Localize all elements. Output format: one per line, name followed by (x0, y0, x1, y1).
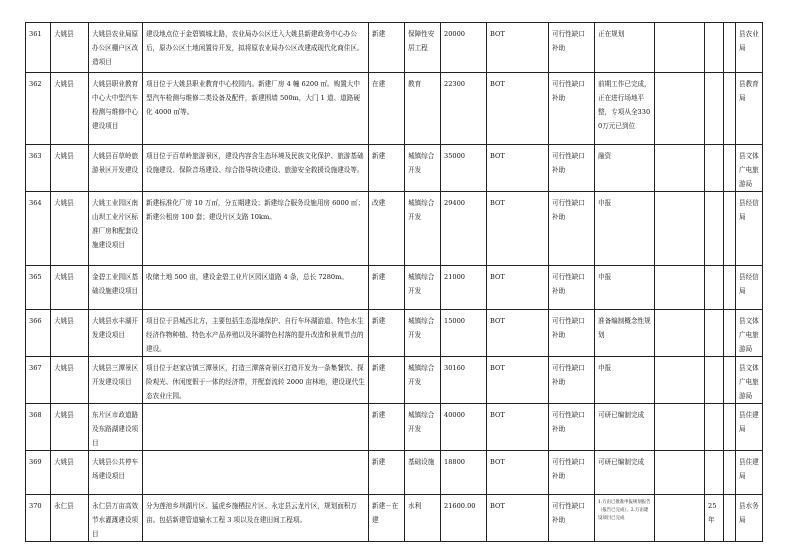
blank-cell (724, 73, 736, 145)
blank-cell (655, 266, 705, 310)
funding-mechanism-cell: 可行性缺口补助 (549, 357, 595, 404)
progress-cell: 正在规划 (595, 23, 655, 73)
table-row (26, 451, 763, 495)
county-cell: 大姚县 (51, 357, 89, 404)
county-cell: 大姚县 (51, 451, 89, 495)
funding-mechanism-cell: 可行性缺口补助 (549, 73, 595, 145)
operation-mode-cell: BOT (487, 357, 549, 404)
blank-cell (724, 310, 736, 357)
investment-cell: 40000 (441, 404, 487, 451)
construction-nature-cell: 新建 (369, 404, 405, 451)
project-name-cell: 大姚县水丰湖开发建设项目 (89, 310, 143, 357)
blank-cell (655, 192, 705, 266)
project-content-cell: 建设地点位于金碧镇城北路，农业局办公区迁入大姚县新建政务中心办公后，原办公区土地闲置待开发，拟将原农业局办公区改建成现代化商住区。 (143, 23, 369, 73)
county-cell: 大姚县 (51, 310, 89, 357)
project-type-cell: 城镇综合开发 (405, 404, 441, 451)
cooperation-period-cell (705, 73, 724, 145)
investment-cell: 15000 (441, 310, 487, 357)
progress-cell: 申报 (595, 192, 655, 266)
row-number-cell: 368 (26, 404, 51, 451)
project-name-cell: 大姚县农业局原办公区棚户区改造项目 (89, 23, 143, 73)
operation-mode-cell: BOT (487, 451, 549, 495)
investment-cell: 21000 (441, 266, 487, 310)
row-number-cell: 362 (26, 73, 51, 145)
table-row (26, 145, 763, 192)
blank-cell (655, 145, 705, 192)
county-cell: 大姚县 (51, 145, 89, 192)
construction-nature-cell: 改建 (369, 192, 405, 266)
project-name-cell: 大姚县三潭景区开发建设项目 (89, 357, 143, 404)
blank-cell (724, 145, 736, 192)
project-name-cell: 东片区市政道路及东路湖建设项目 (89, 404, 143, 451)
blank-cell (655, 310, 705, 357)
progress-cell: 1.万亩已批准申报规划报告（报告已完成），2.万亩建设项目已完成 (595, 495, 655, 542)
county-cell: 大姚县 (51, 404, 89, 451)
funding-mechanism-cell: 可行性缺口补助 (549, 310, 595, 357)
table-row (26, 357, 763, 404)
blank-cell (655, 495, 705, 542)
progress-cell: 可研已编制完成 (595, 451, 655, 495)
blank-cell (724, 357, 736, 404)
operation-mode-cell: BOT (487, 404, 549, 451)
progress-cell: 准备编制概念性规划 (595, 310, 655, 357)
project-content-cell: 分为莲池乡坝湖片区、猛虎乡施栖拉片区、永定县云龙片区，规划面积万亩。包括新建管道输水工程 3 项以及在建田间工程项。 (143, 495, 369, 542)
operation-mode-cell: BOT (487, 310, 549, 357)
operation-mode-cell: BOT (487, 145, 549, 192)
project-name-cell: 大姚县公共停车场建设项目 (89, 451, 143, 495)
department-cell: 县经信局 (736, 266, 763, 310)
row-number-cell: 361 (26, 23, 51, 73)
county-cell: 大姚县 (51, 73, 89, 145)
blank-cell (724, 266, 736, 310)
project-type-cell: 水利 (405, 495, 441, 542)
row-number-cell: 363 (26, 145, 51, 192)
investment-cell: 18800 (441, 451, 487, 495)
row-number-cell: 365 (26, 266, 51, 310)
table-row (26, 23, 763, 73)
blank-cell (655, 73, 705, 145)
department-cell: 县文体广电旅游局 (736, 357, 763, 404)
funding-mechanism-cell: 可行性缺口补助 (549, 266, 595, 310)
department-cell: 县住建局 (736, 451, 763, 495)
project-content-cell (143, 404, 369, 451)
county-cell: 大姚县 (51, 266, 89, 310)
project-name-cell: 永仁县万亩高效节水灌溉建设项目 (89, 495, 143, 542)
department-cell: 县住建局 (736, 404, 763, 451)
project-content-cell: 项目位于赵家店镇三潭景区，打造三潭落奇景区打造开发为一条集餐饮、探险观光、休闲度假于一体的经济带，并配套流转 2000 亩林地，建设现代生态农业庄园。 (143, 357, 369, 404)
funding-mechanism-cell: 可行性缺口补助 (549, 451, 595, 495)
project-type-cell: 城镇综合开发 (405, 357, 441, 404)
project-type-cell: 教育 (405, 73, 441, 145)
blank-cell (724, 192, 736, 266)
cooperation-period-cell: 25年 (705, 495, 724, 542)
construction-nature-cell: 在建 (369, 73, 405, 145)
county-cell: 永仁县 (51, 495, 89, 542)
investment-cell: 30160 (441, 357, 487, 404)
project-content-cell: 收储土地 500 亩，建设金碧工业片区园区道路 4 条，总长 7280m。 (143, 266, 369, 310)
cooperation-period-cell (705, 266, 724, 310)
progress-cell: 申报 (595, 357, 655, 404)
funding-mechanism-cell: 可行性缺口补助 (549, 192, 595, 266)
department-cell: 县农业局 (736, 23, 763, 73)
department-cell: 县文体广电旅游局 (736, 145, 763, 192)
table-body (26, 23, 763, 542)
funding-mechanism-cell: 可行性缺口补助 (549, 404, 595, 451)
funding-mechanism-cell: 可行性缺口补助 (549, 23, 595, 73)
progress-cell: 融资 (595, 145, 655, 192)
blank-cell (724, 495, 736, 542)
table-row (26, 192, 763, 266)
operation-mode-cell: BOT (487, 266, 549, 310)
investment-cell: 22300 (441, 73, 487, 145)
cooperation-period-cell (705, 192, 724, 266)
operation-mode-cell: BOT (487, 495, 549, 542)
construction-nature-cell: 新建 (369, 23, 405, 73)
funding-mechanism-cell: 可行性缺口补助 (549, 145, 595, 192)
blank-cell (655, 23, 705, 73)
project-name-cell: 金碧工业园区基础设施建设项目 (89, 266, 143, 310)
blank-cell (724, 404, 736, 451)
department-cell: 县水务局 (736, 495, 763, 542)
construction-nature-cell: 新建 (369, 451, 405, 495)
operation-mode-cell: BOT (487, 23, 549, 73)
department-cell: 县教育局 (736, 73, 763, 145)
row-number-cell: 369 (26, 451, 51, 495)
project-type-cell: 城镇综合开发 (405, 310, 441, 357)
construction-nature-cell: 新建－在建 (369, 495, 405, 542)
table-row (26, 495, 763, 542)
project-name-cell: 大姚县职业教育中心大中型汽车检测与维修中心建设项目 (89, 73, 143, 145)
cooperation-period-cell (705, 451, 724, 495)
project-type-cell: 保障性安居工程 (405, 23, 441, 73)
investment-cell: 35000 (441, 145, 487, 192)
county-cell: 大姚县 (51, 23, 89, 73)
blank-cell (655, 357, 705, 404)
county-cell: 大姚县 (51, 192, 89, 266)
investment-cell: 20000 (441, 23, 487, 73)
table-row (26, 73, 763, 145)
project-content-cell: 新建标准化厂房 10 万㎡，分五期建设；新建综合服务设施用房 6000 ㎡；新建公租房 100 套；建设片区支路 10km。 (143, 192, 369, 266)
progress-cell: 可研已编制完成 (595, 404, 655, 451)
blank-cell (724, 23, 736, 73)
cooperation-period-cell (705, 23, 724, 73)
project-content-cell: 项目位于大姚县职业教育中心校园内。新建厂房 4 幢 6200 ㎡。购置大中型汽车检测与维修二类设备及配件，新建围墙 500m，大门 1 道、道路硬化 4000 ㎡等。 (143, 73, 369, 145)
progress-cell: 前期工作已完成，正在进行场地平整，专项从全3300万元已到位 (595, 73, 655, 145)
department-cell: 县文体广电旅游局 (736, 310, 763, 357)
blank-cell (655, 451, 705, 495)
project-content-cell: 项目位于县城西北方，主要包括生态湿地保护、自行车环湖游道、特色水生经济作物种植、特色水产品养殖以及环湖特色村落的提升改造和景观节点的建设。 (143, 310, 369, 357)
construction-nature-cell: 新建 (369, 357, 405, 404)
blank-cell (724, 451, 736, 495)
investment-cell: 21600.00 (441, 495, 487, 542)
blank-cell (655, 404, 705, 451)
cooperation-period-cell (705, 310, 724, 357)
project-name-cell: 大姚工业园区南山坝工业片区标准厂房和配套设施建设项目 (89, 192, 143, 266)
cooperation-period-cell (705, 404, 724, 451)
progress-cell: 申报 (595, 266, 655, 310)
operation-mode-cell: BOT (487, 73, 549, 145)
cooperation-period-cell (705, 357, 724, 404)
row-number-cell: 370 (26, 495, 51, 542)
construction-nature-cell: 新建 (369, 266, 405, 310)
project-name-cell: 大姚县百草岭旅游景区开发建设 (89, 145, 143, 192)
project-table (25, 22, 763, 542)
construction-nature-cell: 新建 (369, 310, 405, 357)
project-type-cell: 城镇综合开发 (405, 266, 441, 310)
table-row (26, 310, 763, 357)
project-content-cell: 项目位于百草岭旅游景区，建设内容含生态环境及民族文化保护、旅游基础设施建设、保险音场建设、综合指导统设建设、旅游安全救援设施建设等。 (143, 145, 369, 192)
table-row (26, 266, 763, 310)
row-number-cell: 364 (26, 192, 51, 266)
investment-cell: 29400 (441, 192, 487, 266)
row-number-cell: 366 (26, 310, 51, 357)
department-cell: 县经信局 (736, 192, 763, 266)
cooperation-period-cell (705, 145, 724, 192)
row-number-cell: 367 (26, 357, 51, 404)
project-type-cell: 城镇综合开发 (405, 192, 441, 266)
operation-mode-cell: BOT (487, 192, 549, 266)
construction-nature-cell: 新建 (369, 145, 405, 192)
project-type-cell: 城镇综合开发 (405, 145, 441, 192)
project-content-cell (143, 451, 369, 495)
table-row (26, 404, 763, 451)
project-type-cell: 基础设施 (405, 451, 441, 495)
funding-mechanism-cell: 可行性缺口补助 (549, 495, 595, 542)
